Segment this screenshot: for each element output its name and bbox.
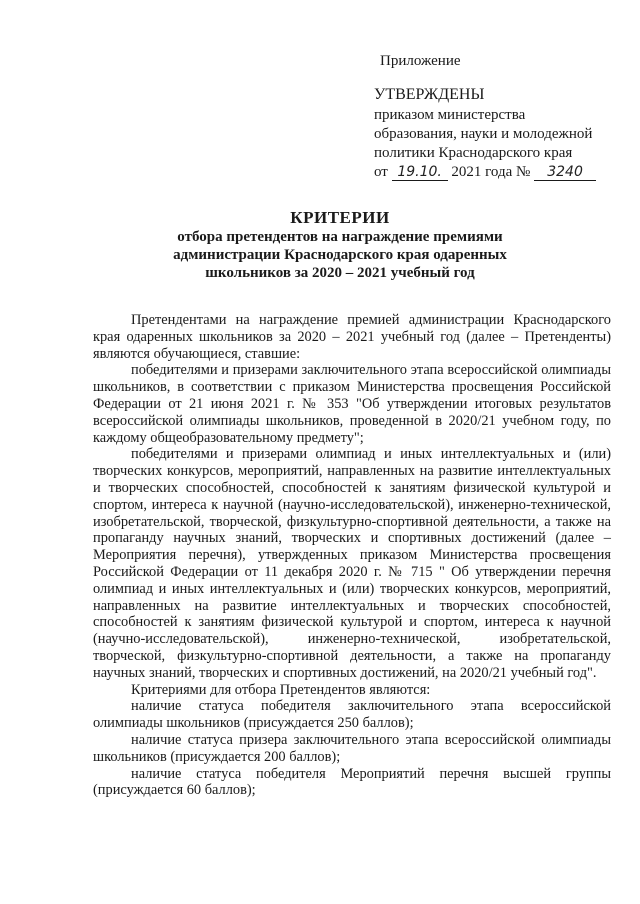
header-line-3: школьников за 2020 – 2021 учебный год bbox=[205, 265, 475, 281]
approval-line-1: приказом министерства bbox=[374, 107, 526, 123]
paragraph-criteria-intro: Критериями для отбора Претендентов являются: bbox=[131, 681, 431, 698]
criterion-item: наличие статуса победителя Мероприятий перечня высшей группы (присуждается 60 баллов); bbox=[93, 765, 611, 799]
criterion-item: наличие статуса призера заключительного этапа всероссийской олимпиады школьников (присуждается 200 баллов); bbox=[93, 731, 611, 765]
handwritten-order-number: 3240 bbox=[534, 164, 596, 181]
document-body bbox=[93, 312, 611, 799]
paragraph-olympiad-winners: победителями и призерами заключительного этапа всероссийской олимпиады школьников, в соответствии с приказом Министерства просвещения Российской Федерации от 21 июня 2021 г. № 353 "Об утверждении итоговых результатов всероссийской олимпиады школьников, проведенной в 2020/21 учебном году, по каждому общеобразовательному предмету"; bbox=[93, 362, 611, 446]
from-prefix: от bbox=[374, 164, 388, 180]
header-line-2: администрации Краснодарского края одаренных bbox=[173, 247, 507, 263]
year-text: 2021 года № bbox=[451, 164, 531, 180]
approval-line-3: политики Краснодарского края bbox=[374, 145, 573, 161]
paragraph-intro: Претендентами на награждение премией администрации Краснодарского края одаренных школьников за 2020 – 2021 учебный год (далее – Претенденты) являются обучающиеся, ставшие: bbox=[93, 312, 611, 362]
document-header bbox=[60, 208, 620, 282]
criterion-item: наличие статуса победителя заключительного этапа всероссийской олимпиады школьников (присуждается 250 баллов); bbox=[93, 698, 611, 732]
approval-block bbox=[374, 85, 624, 182]
document-title: КРИТЕРИИ bbox=[290, 208, 390, 227]
approval-line-2: образования, науки и молодежной bbox=[374, 126, 593, 142]
paragraph-events-winners: победителями и призерами олимпиад и иных интеллектуальных и (или) творческих конкурсов, мероприятий, направленных на развитие интеллектуальных и творческих способностей, способностей к занятиям физической культурой и спортом, интереса к научной (научно-исследовательской), инженерно-технической, изобретательской, творческой, физкультурно-спортивной деятельности, а также на пропаганду научных знаний, творческих и спортивных достижений (далее – Мероприятия перечня), утвержденных приказом Министерства просвещения Российской Федерации от 11 декабря 2020 г. № 715 " Об утверждении перечня олимпиад и иных интеллектуальных и (или) творческих конкурсов, мероприятий, направленных на развитие интеллектуальных и творческих способностей, способностей к занятиям физической культурой и спортом, интереса к научной (научно-исследовательской), инженерно-технической, изобретательской, творческой, физкультурно-спортивной деятельности, а также на пропаганду научных знаний, творческих и спортивных достижений, на 2020/21 учебный год". bbox=[93, 446, 611, 681]
handwritten-date: 19.10. bbox=[392, 164, 448, 181]
appendix-label: Приложение bbox=[380, 53, 461, 69]
approval-title: УТВЕРЖДЕНЫ bbox=[374, 86, 485, 103]
header-line-1: отбора претендентов на награждение премиями bbox=[177, 229, 503, 245]
approval-date-line bbox=[374, 163, 624, 182]
